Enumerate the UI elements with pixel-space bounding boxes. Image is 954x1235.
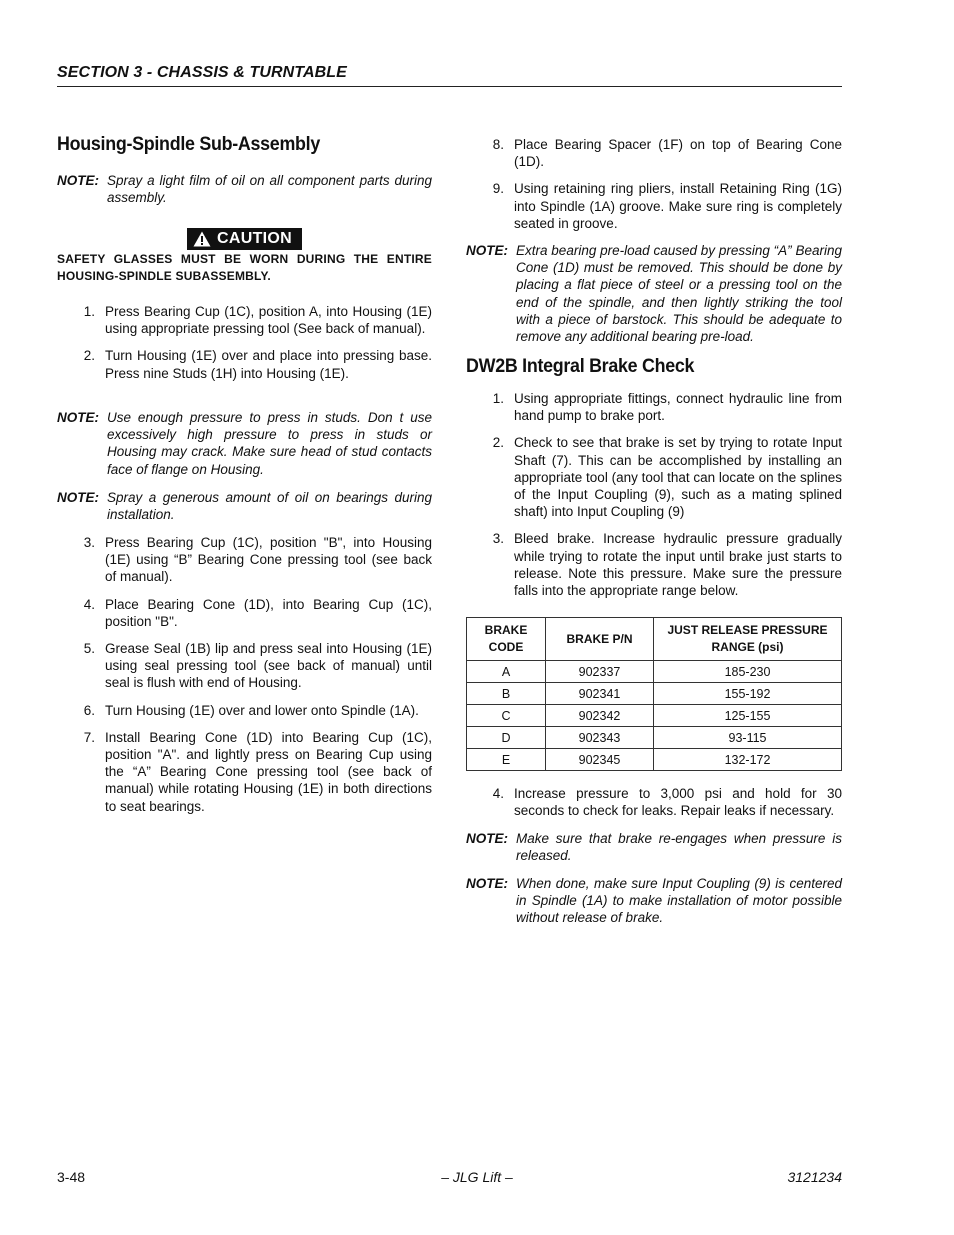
- step-8: [466, 136, 842, 170]
- note-label: NOTE:: [466, 243, 508, 258]
- steps-list-2: [57, 534, 432, 815]
- caution-block: [57, 228, 432, 252]
- step-text: Install Bearing Cone (1D) into Bearing Cup (1C), position "A". and lightly press on Bearing Cup using the “A” Bearing Cone pressing tool (see back of manual) while rotating Housing (1E) in both directions to seat bearings.: [105, 729, 432, 814]
- step-9: [466, 180, 842, 232]
- step-number: 4.: [83, 596, 95, 612]
- step-number: 3.: [83, 535, 95, 550]
- table-row: [467, 661, 842, 683]
- footer-brand: – JLG Lift –: [441, 1169, 513, 1185]
- note-brake-reengage: [466, 830, 842, 864]
- table-cell: E: [467, 749, 546, 771]
- section-title: SECTION 3 - CHASSIS & TURNTABLE: [57, 64, 347, 81]
- steps-list-3: [466, 136, 842, 232]
- note-stud-pressure: [57, 409, 432, 478]
- step-text: Check to see that brake is set by trying to rotate Input Shaft (7). This can be accomplished by installing an appropriate tool (any tool that can locate on the splines of the Input Coupling (9), such as a mating splined shaft) into Input Coupling (9): [514, 435, 842, 520]
- step-3: [57, 534, 432, 586]
- note-text: Extra bearing pre-load caused by pressing “A” Bearing Cone (1D) must be removed. This should be done by placing a flat piece of steel or a pressing tool on the end of the spindle, and then lightly striking the tool with a piece of barstock. This should be adequate to remove any additional bearing pre-load.: [516, 243, 842, 345]
- table-cell: 155-192: [654, 683, 842, 705]
- step-text: Turn Housing (1E) over and lower onto Spindle (1A).: [105, 702, 419, 718]
- table-cell: 902341: [546, 683, 654, 705]
- step-number: 2.: [83, 348, 95, 364]
- warning-triangle-icon: [193, 231, 211, 247]
- note-oil-film: [57, 172, 432, 206]
- step-number: 9.: [492, 181, 504, 197]
- note-label: NOTE:: [57, 173, 99, 188]
- step-text: Bleed brake. Increase hydraulic pressure gradually while trying to rotate the input until brake just starts to release. Note this pressure. Make sure the pressure falls into the appropriate range below.: [514, 531, 842, 599]
- table-row: [467, 705, 842, 727]
- step-text: Press Bearing Cup (1C), position A, into Housing (1E) using appropriate pressing tool (See back of manual).: [105, 304, 432, 337]
- step-7: [57, 729, 432, 815]
- note-input-coupling: [466, 875, 842, 927]
- brake-step-4: [466, 785, 842, 819]
- note-label: NOTE:: [57, 490, 99, 505]
- table-cell: 132-172: [654, 749, 842, 771]
- caution-text: SAFETY GLASSES MUST BE WORN DURING THE ENTIRE HOUSING-SPINDLE SUBASSEMBLY.: [57, 252, 432, 283]
- step-5: [57, 640, 432, 692]
- table-cell: 902337: [546, 661, 654, 683]
- table-cell: 185-230: [654, 661, 842, 683]
- caution-label: CAUTION: [217, 230, 292, 247]
- housing-spindle-heading: Housing-Spindle Sub-Assembly: [57, 134, 321, 155]
- step-4: [57, 596, 432, 630]
- page-header: [57, 64, 842, 87]
- table-row: [467, 749, 842, 771]
- table-cell: 125-155: [654, 705, 842, 727]
- step-number: 4.: [492, 786, 504, 801]
- note-text: Use enough pressure to press in studs. Don t use excessively high pressure to press in studs or Housing may crack. Make sure head of stud contacts face of flange on Housing.: [107, 410, 432, 477]
- note-preload: [466, 242, 842, 345]
- step-number: 6.: [83, 702, 95, 718]
- steps-list-1: [57, 303, 432, 382]
- step-number: 1.: [83, 304, 95, 319]
- step-text: Grease Seal (1B) lip and press seal into Housing (1E) using seal pressing tool (see back of manual) until seal is flush with end of Housing.: [105, 641, 432, 691]
- table-row: [467, 683, 842, 705]
- column-header: BRAKE CODE: [467, 618, 546, 661]
- step-number: 5.: [83, 641, 95, 657]
- brake-step-1: [466, 390, 842, 424]
- table-cell: 902342: [546, 705, 654, 727]
- note-text: Make sure that brake re-engages when pressure is released.: [516, 831, 842, 864]
- table-cell: C: [467, 705, 546, 727]
- brake-pressure-table: [466, 617, 842, 771]
- steps-list-4: [466, 390, 842, 599]
- step-6: [57, 702, 432, 719]
- step-text: Using retaining ring pliers, install Retaining Ring (1G) into Spindle (1A) groove. Make sure ring is completely seated in groove.: [514, 181, 842, 231]
- note-label: NOTE:: [466, 876, 508, 891]
- step-text: Place Bearing Cone (1D), into Bearing Cup (1C), position "B".: [105, 596, 432, 629]
- step-number: 1.: [492, 391, 504, 406]
- note-text: Spray a generous amount of oil on bearings during installation.: [107, 490, 432, 523]
- column-header: BRAKE P/N: [546, 618, 654, 661]
- table-row: [467, 727, 842, 749]
- note-label: NOTE:: [466, 831, 508, 846]
- step-text: Increase pressure to 3,000 psi and hold for 30 seconds to check for leaks. Repair leaks if necessary.: [514, 786, 842, 819]
- column-header: JUST RELEASE PRESSURE RANGE (psi): [654, 618, 842, 661]
- table-cell: A: [467, 661, 546, 683]
- step-1: [57, 303, 432, 337]
- table-cell: 902343: [546, 727, 654, 749]
- brake-step-2: [466, 434, 842, 520]
- step-text: Turn Housing (1E) over and place into pressing base. Press nine Studs (1H) into Housing (1E).: [105, 348, 432, 381]
- caution-badge: [187, 228, 302, 250]
- document-number: 3121234: [787, 1169, 842, 1185]
- table-cell: 93-115: [654, 727, 842, 749]
- step-text: Press Bearing Cup (1C), position "B", into Housing (1E) using “B” Bearing Cone pressing tool (see back of manual).: [105, 535, 432, 585]
- brake-check-heading: DW2B Integral Brake Check: [466, 356, 695, 377]
- note-text: When done, make sure Input Coupling (9) is centered in Spindle (1A) to make installation of motor possible without release of brake.: [516, 876, 842, 926]
- table-cell: B: [467, 683, 546, 705]
- table-header-row: [467, 618, 842, 661]
- step-number: 3.: [492, 531, 504, 547]
- step-text: Place Bearing Spacer (1F) on top of Bearing Cone (1D).: [514, 137, 842, 170]
- note-label: NOTE:: [57, 410, 99, 425]
- step-2: [57, 347, 432, 381]
- table-cell: D: [467, 727, 546, 749]
- note-text: Spray a light film of oil on all component parts during assembly.: [107, 173, 432, 206]
- step-text: Using appropriate fittings, connect hydraulic line from hand pump to brake port.: [514, 391, 842, 424]
- table-cell: 902345: [546, 749, 654, 771]
- brake-step-3: [466, 530, 842, 599]
- page-number: 3-48: [57, 1169, 86, 1185]
- step-number: 7.: [83, 729, 95, 745]
- step-number: 2.: [492, 435, 504, 451]
- step-number: 8.: [492, 137, 504, 152]
- note-oil-bearings: [57, 489, 432, 523]
